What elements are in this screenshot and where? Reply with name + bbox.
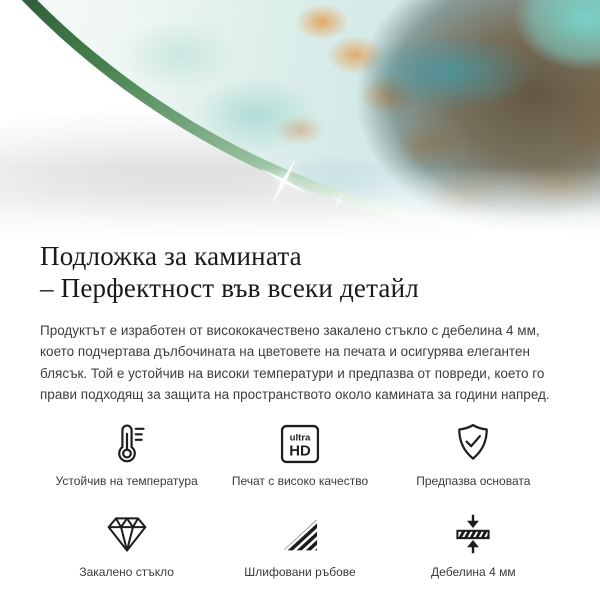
page-title [40,240,560,305]
feature-label: Шлифовани ръбове [244,564,356,579]
feature-polished-edges [213,510,386,579]
svg-text:ultra: ultra [289,432,311,444]
product-info-section [0,240,600,579]
feature-label: Предпазва основата [416,473,531,488]
feature-tempered-glass [40,510,213,579]
feature-label: Дебелина 4 мм [431,564,516,579]
svg-text:HD: HD [289,443,311,460]
features-grid [40,419,560,579]
feature-temperature [40,419,213,488]
polished-edges-icon [278,510,322,556]
product-description: Продуктът е изработен от висококачествено закалено стъкло с дебелина 4 мм, което подчертава дълбочината на цветовете на печата и осигурява елегантен блясък. Той е устойчив на високи температури и предпазва от повреди, което го прави подходящ за защита на пространството около камината за години напред. [40,322,550,403]
diamond-icon [104,510,150,556]
title-line-2: – Перфектност във всеки детайл [40,273,419,304]
feature-label: Печат с високо качество [231,473,369,488]
thermometer-icon [105,419,149,465]
feature-label: Устойчив на температура [55,473,198,488]
feature-label: Закалено стъкло [79,564,174,579]
thickness-icon [451,510,495,556]
title-line-1: Подложка за камината [40,241,302,271]
product-photo [0,0,600,238]
photo-bottom-fade [0,0,600,238]
feature-thickness [387,510,560,579]
feature-print-quality [213,419,386,488]
ultra-hd-icon [279,419,321,465]
feature-protects-base [387,419,560,488]
shield-check-icon [451,419,495,465]
